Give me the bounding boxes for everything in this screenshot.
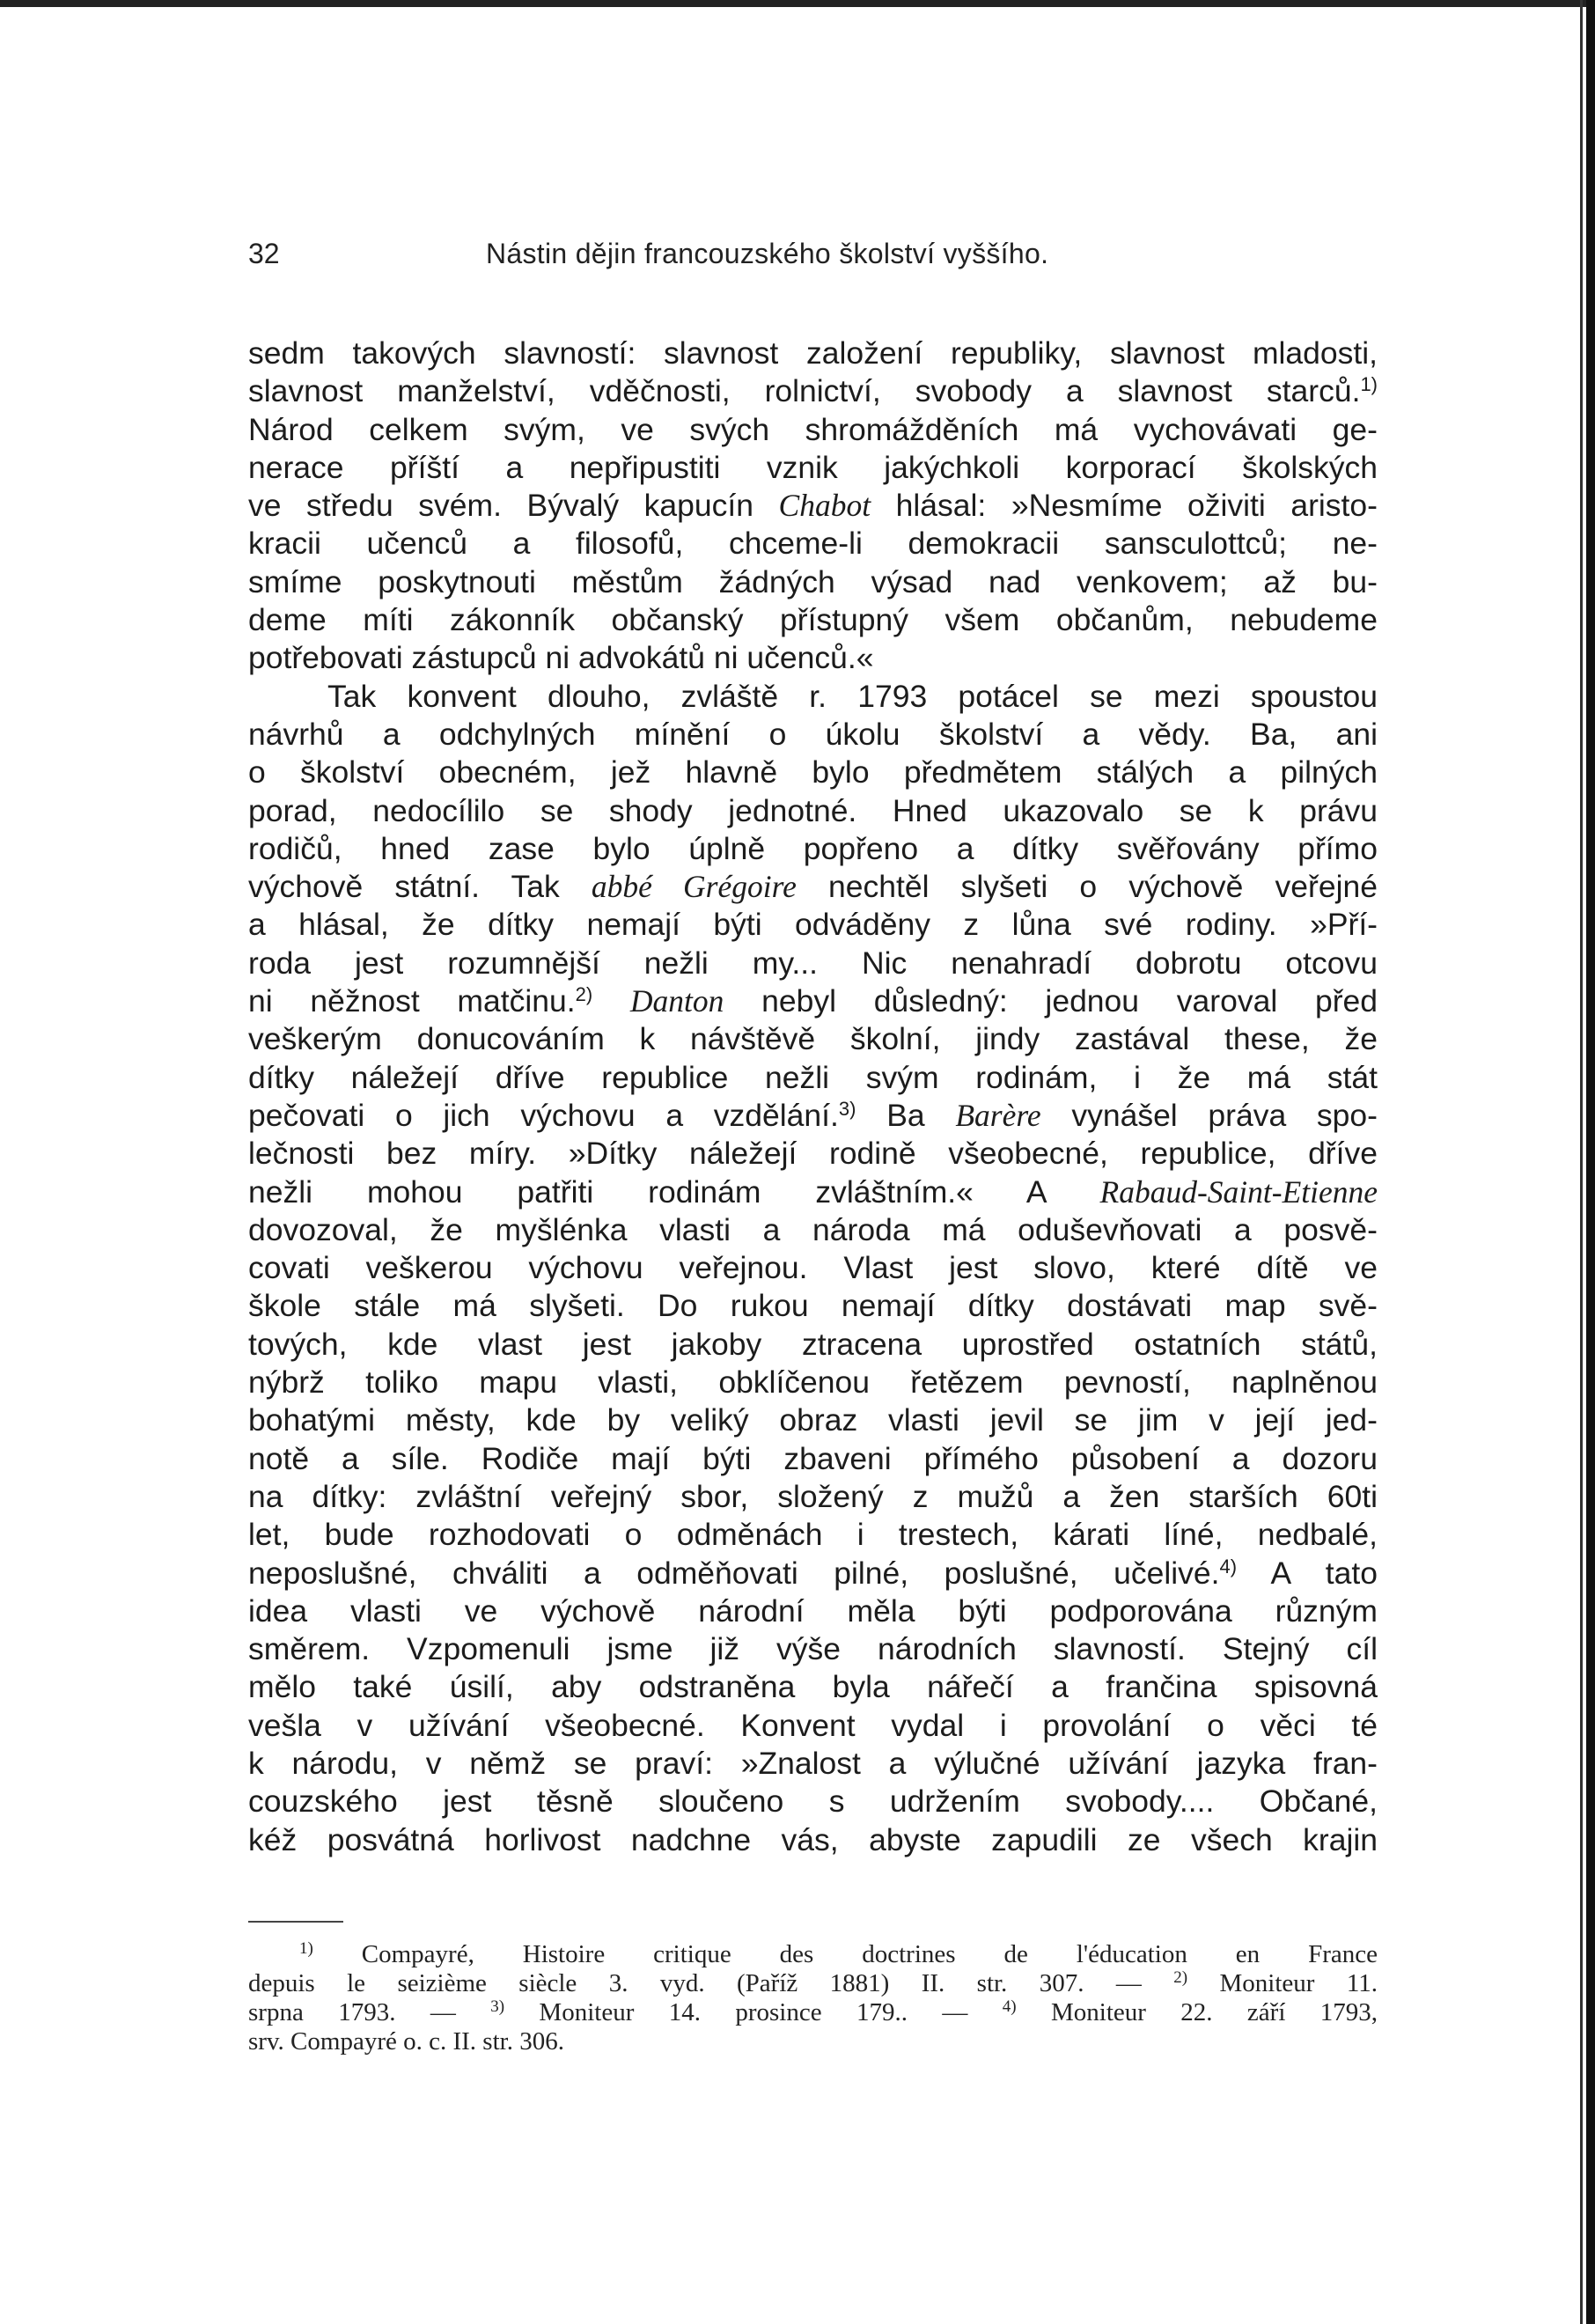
text-line: nerace příští a nepřipustiti vznik jakýchkoli korporací školských — [248, 449, 1378, 485]
footnote-marker: 1) — [299, 1938, 313, 1958]
footnote-marker: 4) — [1002, 1997, 1017, 2016]
footnote-line: $^{1)}$ Compayré, Histoire critique des doctrines de l'éducation en France — [299, 1938, 1378, 1968]
text-line: nýbrž toliko mapu vlasti, obklíčenou řetězem pevností, naplněnou — [248, 1364, 1378, 1401]
text-line: let, bude rozhodovati o odměnách i trestech, kárati líné, nedbalé, — [248, 1517, 1378, 1553]
text-line: kéž posvátná horlivost nadchne vás, abyste zapudili ze všech krajin — [248, 1821, 1378, 1857]
text-line: návrhů a odchylných mínění o úkolu školství a vědy. Ba, ani — [248, 716, 1378, 752]
text-line: roda jest rozumnější nežli my... Nic nenahradí dobrotu otcovu — [248, 945, 1378, 981]
footnote-ref: 1) — [1360, 373, 1378, 396]
footnote-line: srv. Compayré o. c. II. str. 306. — [248, 2026, 564, 2056]
name-italic: Danton — [629, 983, 724, 1019]
text-line: na dítky: zvláštní veřejný sbor, složený z mužů a žen starších 60ti — [248, 1478, 1378, 1514]
scan-border-right-inner — [1580, 0, 1583, 2324]
text-line: rodičů, hned zase bylo úplně popřeno a dítky svěřovány přímo — [248, 830, 1378, 866]
name-italic: Chabot — [778, 488, 871, 524]
text-line: idea vlasti ve výchově národní měla býti podporována různým — [248, 1592, 1378, 1629]
text-line: výchově státní. Tak abbé Grégoire nechtěl slyšeti o výchově veřejné — [248, 869, 1378, 905]
text-line: a hlásal, že dítky nemají býti odváděny z lůna své rodiny. »Pří- — [248, 907, 1378, 943]
text-line: neposlušné, chváliti a odměňovati pilné, poslušné, učelivé.$^{4)}$ A tato — [248, 1555, 1378, 1591]
name-italic: abbé Grégoire — [591, 869, 797, 905]
text-line: vešla v užívání všeobecné. Konvent vydal i provolání o věci té — [248, 1707, 1378, 1743]
text-line: ve středu svém. Bývalý kapucín Chabot hlásal: »Nesmíme oživiti aristo- — [248, 488, 1378, 524]
body-text — [248, 335, 1378, 1859]
text-line: nežli mohou patřiti rodinám zvláštním.« A Rabaud-Saint-Etienne — [248, 1173, 1378, 1210]
footnote-ref: 3) — [838, 1097, 856, 1120]
running-title: Nástin dějin francouzského školství vyššího. — [486, 238, 1049, 269]
text-line: couzského jest těsně sloučeno s udržením svobody.... Občané, — [248, 1783, 1378, 1820]
text-line: deme míti zákonník občanský přístupný všem občanům, nebudeme — [248, 602, 1378, 638]
text-line: k národu, v němž se praví: »Znalost a výlučné užívání jazyka fran- — [248, 1745, 1378, 1781]
text-line: Národ celkem svým, ve svých shromážděních má vychovávati ge- — [248, 411, 1378, 447]
text-line: lečnosti bez míry. »Dítky náležejí rodině všeobecné, republice, dříve — [248, 1136, 1378, 1172]
text-line: sedm takových slavností: slavnost založení republiky, slavnost mladosti, — [248, 335, 1378, 371]
footnote-line: depuis le seizième siècle 3. vyd. (Paříž 1881) II. str. 307. — $^{2)}$ Moniteur 11. — [248, 1967, 1378, 1997]
text-line: porad, nedocílilo se shody jednotné. Hned ukazovalo se k právu — [248, 792, 1378, 828]
footnote-ref: 2) — [575, 983, 593, 1006]
footnote-line: srpna 1793. — $^{3)}$ Moniteur 14. prosince 179.. — $^{4)}$ Moniteur 22. září 1793, — [248, 1997, 1378, 2026]
name-italic: Rabaud-Saint-Etienne — [1099, 1173, 1378, 1210]
text-line: covati veškerou výchovu veřejnou. Vlast jest slovo, které dítě ve — [248, 1250, 1378, 1286]
text-line: škole stále má slyšeti. Do rukou nemají dítky dostávati map svě- — [248, 1288, 1378, 1324]
scan-border-right — [1586, 0, 1595, 2324]
running-head — [248, 238, 1378, 280]
paragraph-start: Tak konvent dlouho, zvláště r. 1793 potácel se mezi spoustou — [327, 678, 1378, 714]
text-line: dítky náležejí dříve republice nežli svým rodinám, i že má stát — [248, 1059, 1378, 1095]
footnotes — [248, 1940, 1378, 2056]
text-line: tových, kde vlast jest jakoby ztracena uprostřed ostatních států, — [248, 1326, 1378, 1362]
text-line: ni něžnost matčinu.$^{2)}$ Danton nebyl důsledný: jednou varoval před — [248, 983, 1378, 1019]
text-line: mělo také úsilí, aby odstraněna byla nářečí a frančina spisovná — [248, 1669, 1378, 1705]
text-line: směrem. Vzpomenuli jsme již výše národních slavností. Stejný cíl — [248, 1631, 1378, 1667]
text-line: pečovati o jich výchovu a vzdělání.$^{3)}$ Ba Barère vynášel práva spo- — [248, 1097, 1378, 1133]
page-number: 32 — [248, 238, 280, 269]
footnote-marker: 2) — [1173, 1967, 1188, 1987]
text-line: kracii učenců a filosofů, chceme-li demokracii sansculottců; ne- — [248, 526, 1378, 562]
text-line: slavnost manželství, vděčnosti, rolnictví, svobody a slavnost starců.$^{1)}$ — [248, 373, 1378, 409]
text-line: bohatými městy, kde by veliký obraz vlasti jevil se jim v její jed- — [248, 1402, 1378, 1438]
footnote-rule — [248, 1921, 343, 1923]
footnote-marker: 3) — [490, 1997, 505, 2016]
text-line: smíme poskytnouti městům žádných výsad nad venkovem; až bu- — [248, 563, 1378, 599]
text-line: potřebovati zástupců ni advokátů ni učenců.« — [248, 640, 874, 676]
name-italic: Barère — [955, 1097, 1041, 1133]
text-line: veškerým donucováním k návštěvě školní, jindy zastával these, že — [248, 1021, 1378, 1057]
text-line: o školství obecném, jež hlavně bylo předmětem stálých a pilných — [248, 754, 1378, 791]
text-line: notě a síle. Rodiče mají býti zbaveni přímého působení a dozoru — [248, 1440, 1378, 1476]
footnote-ref: 4) — [1219, 1555, 1238, 1578]
text-line: dovozoval, že myšlénka vlasti a národa má oduševňovati a posvě- — [248, 1211, 1378, 1247]
book-page — [248, 238, 1378, 2056]
scan-border-top — [0, 0, 1595, 7]
